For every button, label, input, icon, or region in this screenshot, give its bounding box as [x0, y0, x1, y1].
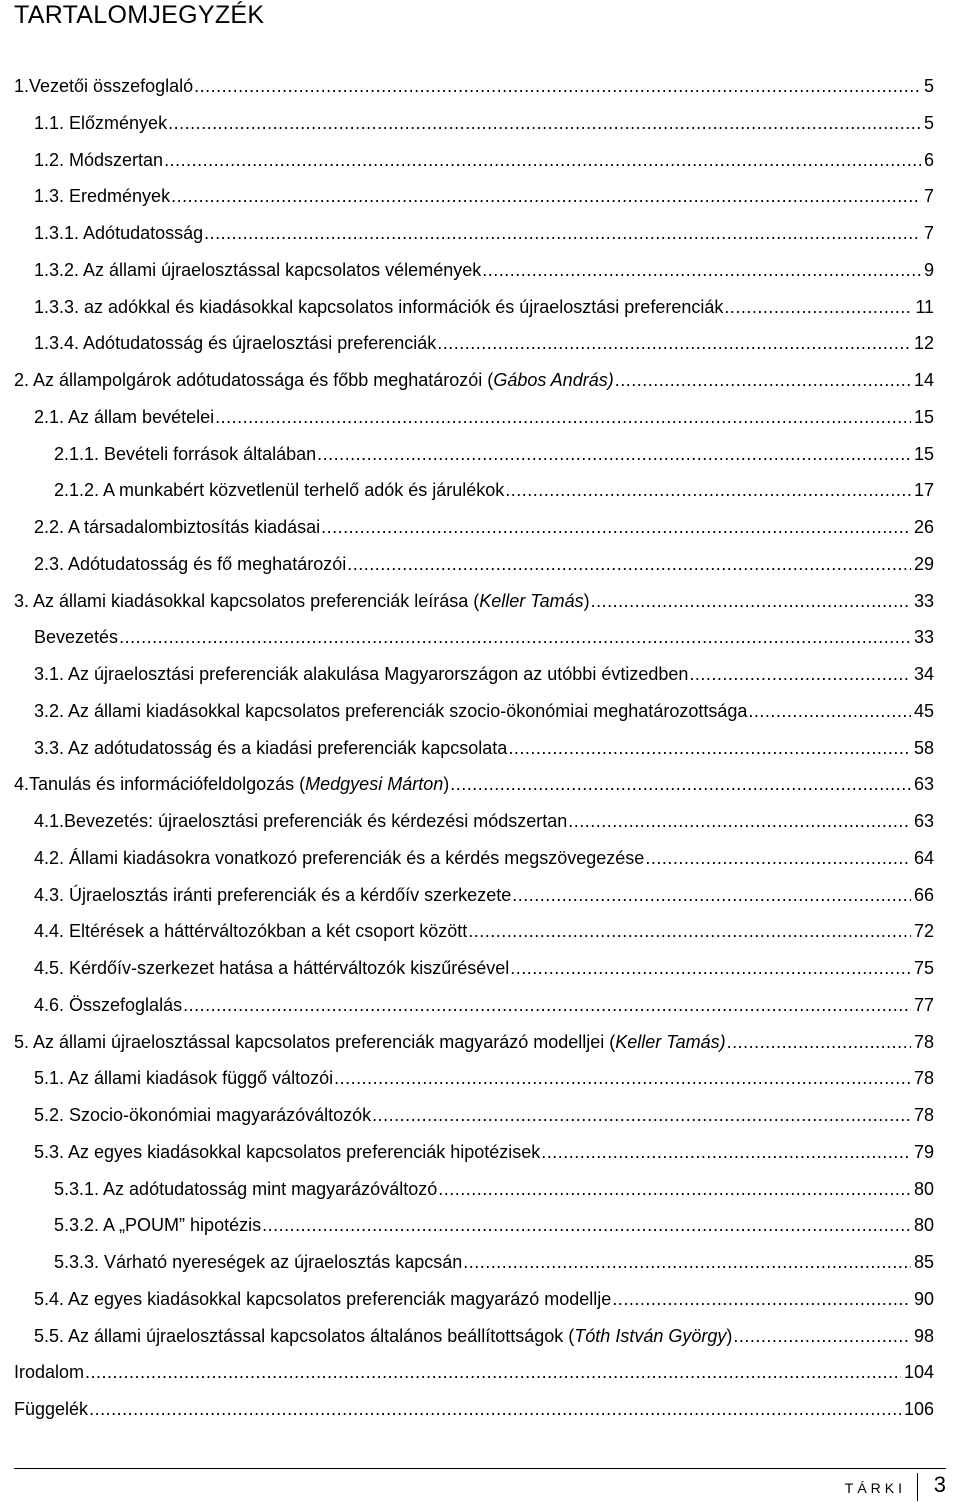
toc-entry-label: 5.3.1. Az adótudatosság mint magyarázóváltozó	[54, 1179, 438, 1199]
toc-entry-title	[34, 1139, 540, 1165]
toc-entry-label: 3.2. Az állami kiadásokkal kapcsolatos preferenciák szocio-ökonómiai meghatározottsága	[34, 701, 748, 721]
toc-dot-leader	[463, 1249, 911, 1275]
toc-dot-leader	[85, 1359, 901, 1385]
toc-entry[interactable]	[34, 514, 934, 540]
toc-dot-leader	[510, 955, 911, 981]
toc-entry-label: 5.3. Az egyes kiadásokkal kapcsolatos preferenciák hipotézisek	[34, 1142, 541, 1162]
toc-entry-label: 3.1. Az újraelosztási preferenciák alakulása Magyarországon az utóbbi évtizedben	[34, 664, 689, 684]
toc-entry-title	[34, 992, 182, 1018]
toc-entry-title	[14, 588, 590, 614]
toc-dot-leader	[89, 1396, 901, 1422]
toc-entry[interactable]	[34, 1323, 934, 1349]
toc-entry-label: Függelék	[14, 1399, 89, 1419]
toc-entry-label: 5.3.2. A „POUM” hipotézis	[54, 1215, 262, 1235]
toc-page-number: 29	[913, 554, 934, 574]
toc-entry-label: 1.Vezetői összefoglaló	[14, 76, 194, 96]
toc-dot-leader	[645, 845, 911, 871]
toc-page-number: 14	[913, 370, 934, 390]
toc-entry-label: 5.2. Szocio-ökonómiai magyarázóváltozók	[34, 1105, 372, 1125]
toc-entry[interactable]	[54, 1249, 934, 1275]
toc-page-number: 77	[913, 995, 934, 1015]
toc-page-number: 63	[913, 811, 934, 831]
toc-page-number: 72	[913, 921, 934, 941]
toc-entry[interactable]	[34, 404, 934, 430]
toc-page-number: 64	[913, 848, 934, 868]
toc-page-number: 5	[923, 76, 934, 96]
toc-entry[interactable]	[34, 918, 934, 944]
toc-entry-label: 1.3.2. Az állami újraelosztással kapcsolatos vélemények	[34, 260, 482, 280]
toc-entry-title	[34, 330, 436, 356]
toc-dot-leader	[194, 73, 921, 99]
toc-entry-label: Bevezetés	[34, 627, 119, 647]
toc-entry[interactable]	[34, 220, 934, 246]
footer-divider	[14, 1468, 946, 1469]
toc-page-number: 7	[923, 186, 934, 206]
toc-entry[interactable]	[34, 624, 934, 650]
toc-entry-label: 2.1. Az állam bevételei	[34, 407, 215, 427]
toc-entry-title	[54, 1212, 261, 1238]
toc-entry-author: Gábos András)	[493, 370, 614, 390]
toc-entry-label-end: )	[443, 774, 450, 794]
toc-entry-label: 4.Tanulás és információfeldolgozás (	[14, 774, 306, 794]
toc-entry-title	[34, 661, 688, 687]
toc-entry-label: 2.1.1. Bevételi források általában	[54, 444, 317, 464]
toc-entry[interactable]	[34, 1286, 934, 1312]
toc-entry-label: 4.2. Állami kiadásokra vonatkozó preferenciák és a kérdés megszövegezése	[34, 848, 645, 868]
toc-entry-label: 1.3.3. az adókkal és kiadásokkal kapcsolatos információk és újraelosztási preferenciák	[34, 297, 724, 317]
toc-entry[interactable]	[34, 1065, 934, 1091]
toc-entry-title	[34, 183, 170, 209]
toc-entry-label: 5. Az állami újraelosztással kapcsolatos preferenciák magyarázó modelljei (	[14, 1032, 616, 1052]
toc-entry[interactable]	[34, 735, 934, 761]
toc-dot-leader	[347, 551, 911, 577]
toc-entry-title	[34, 551, 346, 577]
toc-dot-leader	[724, 294, 912, 320]
toc-dot-leader	[468, 918, 911, 944]
toc-entry-label: 4.3. Újraelosztás iránti preferenciák és a kérdőív szerkezete	[34, 885, 512, 905]
toc-dot-leader	[748, 698, 911, 724]
toc-entry[interactable]	[34, 551, 934, 577]
toc-dot-leader	[450, 771, 911, 797]
toc-page-number: 33	[913, 591, 934, 611]
toc-page-number: 33	[913, 627, 934, 647]
toc-dot-leader	[334, 1065, 911, 1091]
toc-entry[interactable]	[34, 955, 934, 981]
toc-entry-label: 2. Az állampolgárok adótudatossága és főbb meghatározói (	[14, 370, 494, 390]
toc-entry-title	[14, 771, 449, 797]
toc-page-number: 75	[913, 958, 934, 978]
toc-dot-leader	[508, 735, 911, 761]
toc-page-number: 106	[903, 1399, 934, 1419]
toc-dot-leader	[168, 110, 921, 136]
toc-entry-label: 4.6. Összefoglalás	[34, 995, 183, 1015]
toc-dot-leader	[437, 330, 911, 356]
toc-entry-label: 2.1.2. A munkabért közvetlenül terhelő adók és járulékok	[54, 480, 505, 500]
toc-dot-leader	[612, 1286, 911, 1312]
toc-entry[interactable]	[54, 441, 934, 467]
toc-entry-label: 4.5. Kérdőív-szerkezet hatása a háttérváltozók kiszűrésével	[34, 958, 510, 978]
toc-entry-title	[54, 477, 504, 503]
toc-page-number: 34	[913, 664, 934, 684]
toc-entry[interactable]	[34, 257, 934, 283]
toc-page-number: 11	[915, 297, 934, 317]
toc-entry-title	[34, 808, 567, 834]
toc-entry-label: 5.5. Az állami újraelosztással kapcsolatos általános beállítottságok (	[34, 1326, 575, 1346]
toc-dot-leader	[733, 1323, 911, 1349]
toc-page-number: 80	[913, 1215, 934, 1235]
toc-page-number: 78	[913, 1068, 934, 1088]
toc-entry[interactable]	[14, 588, 934, 614]
toc-dot-leader	[215, 404, 911, 430]
toc-entry[interactable]	[54, 1212, 934, 1238]
toc-dot-leader	[568, 808, 911, 834]
toc-page-number: 104	[903, 1362, 934, 1382]
toc-page-number: 78	[913, 1032, 934, 1052]
toc-dot-leader	[164, 147, 921, 173]
toc-entry-label-end: )	[726, 1326, 733, 1346]
toc-entry[interactable]	[14, 367, 934, 393]
toc-entry-title	[34, 404, 214, 430]
toc-entry-author: Keller Tamás	[479, 591, 584, 611]
toc-entry[interactable]	[14, 1029, 934, 1055]
toc-entry-title	[14, 367, 614, 393]
toc-dot-leader	[482, 257, 921, 283]
toc-page-number: 9	[923, 260, 934, 280]
toc-entry[interactable]	[14, 73, 934, 99]
toc-page-number: 6	[923, 150, 934, 170]
toc-dot-leader	[119, 624, 911, 650]
toc-dot-leader	[438, 1176, 911, 1202]
toc-entry-title	[34, 882, 511, 908]
toc-entry[interactable]	[54, 477, 934, 503]
toc-entry-title	[34, 955, 509, 981]
toc-entry-title	[34, 698, 747, 724]
toc-dot-leader	[505, 477, 911, 503]
toc-entry[interactable]	[34, 845, 934, 871]
toc-entry-title	[14, 1396, 88, 1422]
toc-page-number: 85	[913, 1252, 934, 1272]
toc-entry-title	[34, 1065, 333, 1091]
toc-entry-title	[54, 1249, 462, 1275]
toc-entry[interactable]	[34, 882, 934, 908]
toc-dot-leader	[262, 1212, 911, 1238]
toc-entry-label: 1.3.1. Adótudatosság	[34, 223, 204, 243]
toc-entry-title	[14, 1029, 726, 1055]
toc-entry-label: 5.4. Az egyes kiadásokkal kapcsolatos preferenciák magyarázó modellje	[34, 1289, 612, 1309]
toc-entry-label: 4.4. Eltérések a háttérváltozókban a két csoport között	[34, 921, 468, 941]
toc-entry-label: 5.1. Az állami kiadások függő változói	[34, 1068, 334, 1088]
toc-entry-title	[14, 1359, 84, 1385]
toc-entry-author: Keller Tamás)	[615, 1032, 726, 1052]
toc-entry[interactable]	[34, 661, 934, 687]
toc-entry-label: 2.3. Adótudatosság és fő meghatározói	[34, 554, 347, 574]
toc-dot-leader	[171, 183, 921, 209]
toc-dot-leader	[615, 367, 911, 393]
toc-entry-label: 1.2. Módszertan	[34, 150, 164, 170]
page-title: TARTALOMJEGYZÉK	[14, 1, 265, 29]
toc-entry-label: 2.2. A társadalombiztosítás kiadásai	[34, 517, 321, 537]
toc-page-number: 66	[913, 885, 934, 905]
toc-page-number: 15	[913, 444, 934, 464]
toc-entry-label-end: )	[583, 591, 590, 611]
toc-entry-label: 1.3. Eredmények	[34, 186, 171, 206]
toc-entry-title	[34, 257, 481, 283]
toc-entry-title	[34, 1323, 732, 1349]
toc-page-number: 15	[913, 407, 934, 427]
toc-entry[interactable]	[14, 1396, 934, 1422]
toc-entry-author: Medgyesi Márton	[305, 774, 444, 794]
toc-entry-label: 1.3.4. Adótudatosság és újraelosztási preferenciák	[34, 333, 437, 353]
toc-page-number: 7	[923, 223, 934, 243]
toc-entry[interactable]	[14, 1359, 934, 1385]
toc-entry-title	[34, 1102, 371, 1128]
toc-entry[interactable]	[14, 771, 934, 797]
toc-entry-label: 5.3.3. Várható nyereségek az újraelosztás kapcsán	[54, 1252, 463, 1272]
toc-entry-author: Tóth István György	[574, 1326, 727, 1346]
toc-entry-title	[34, 147, 163, 173]
toc-dot-leader	[541, 1139, 911, 1165]
toc-entry-title	[54, 1176, 437, 1202]
toc-dot-leader	[512, 882, 911, 908]
toc-page-number: 78	[913, 1105, 934, 1125]
toc-entry-title	[34, 624, 118, 650]
toc-entry-label: 3. Az állami kiadásokkal kapcsolatos preferenciák leírása (	[14, 591, 480, 611]
toc-entry-title	[34, 514, 320, 540]
toc-entry[interactable]	[54, 1176, 934, 1202]
toc-entry[interactable]	[34, 147, 934, 173]
toc-entry-title	[34, 735, 507, 761]
toc-entry[interactable]	[34, 698, 934, 724]
toc-entry[interactable]	[34, 183, 934, 209]
toc-dot-leader	[204, 220, 921, 246]
footer-separator	[917, 1473, 918, 1501]
toc-dot-leader	[183, 992, 911, 1018]
toc-entry[interactable]	[34, 1102, 934, 1128]
toc-dot-leader	[372, 1102, 911, 1128]
toc-entry-title	[34, 220, 203, 246]
toc-dot-leader	[317, 441, 911, 467]
toc-entry[interactable]	[34, 110, 934, 136]
toc-entry-title	[34, 110, 167, 136]
toc-entry-label: 1.1. Előzmények	[34, 113, 168, 133]
toc-entry-title	[14, 73, 193, 99]
toc-page-number: 98	[913, 1326, 934, 1346]
toc-page-number: 12	[913, 333, 934, 353]
toc-entry[interactable]	[34, 1139, 934, 1165]
toc-page-number: 58	[913, 738, 934, 758]
toc-entry-title	[34, 918, 467, 944]
footer-page-number: 3	[933, 1472, 946, 1497]
toc-page-number: 90	[913, 1289, 934, 1309]
toc-page-number: 63	[913, 774, 934, 794]
toc-dot-leader	[727, 1029, 911, 1055]
toc-page-number: 17	[913, 480, 934, 500]
toc-dot-leader	[689, 661, 911, 687]
toc-entry[interactable]	[34, 808, 934, 834]
toc-entry[interactable]	[34, 294, 934, 320]
toc-entry-title	[34, 845, 644, 871]
toc-dot-leader	[321, 514, 911, 540]
toc-page-number: 45	[913, 701, 934, 721]
toc-page-number: 26	[913, 517, 934, 537]
toc-entry[interactable]	[34, 330, 934, 356]
toc-entry-label: 4.1.Bevezetés: újraelosztási preferenciák és kérdezési módszertan	[34, 811, 568, 831]
toc-entry-title	[34, 294, 723, 320]
toc-entry-title	[34, 1286, 611, 1312]
toc-entry-title	[54, 441, 316, 467]
footer-brand: TÁRKI	[844, 1480, 906, 1496]
toc-dot-leader	[591, 588, 911, 614]
toc-entry[interactable]	[34, 992, 934, 1018]
toc-entry-label: Irodalom	[14, 1362, 85, 1382]
toc-page-number: 5	[923, 113, 934, 133]
toc-entry-label: 3.3. Az adótudatosság és a kiadási preferenciák kapcsolata	[34, 738, 508, 758]
toc-page-number: 80	[913, 1179, 934, 1199]
toc-page-number: 79	[913, 1142, 934, 1162]
